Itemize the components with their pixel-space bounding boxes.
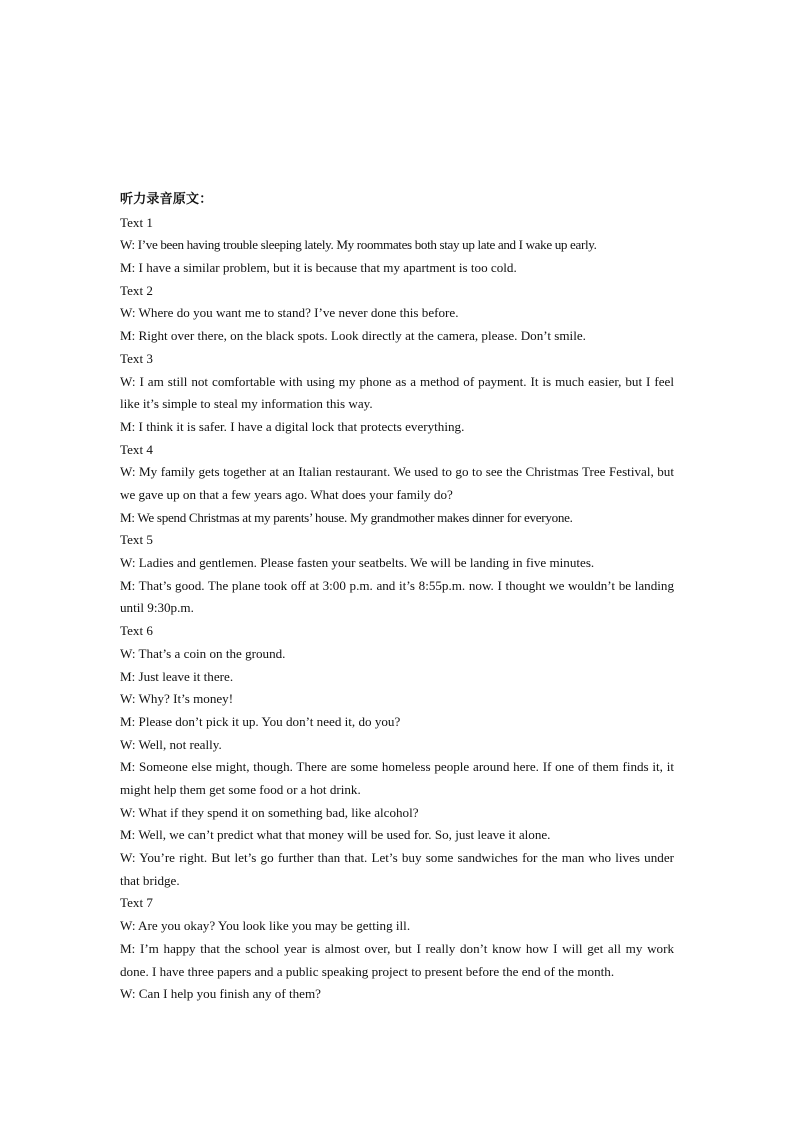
text-1-label: Text 1 <box>120 214 153 230</box>
dialogue-paragraph: M: Someone else might, though. There are some homeless people around here. If one of them finds it, it might help them get some food or a hot drink. <box>120 759 674 797</box>
dialogue-paragraph: M: That’s good. The plane took off at 3:00 p.m. and it’s 8:55p.m. now. I thought we wouldn’t be landing until 9:30p.m. <box>120 577 674 616</box>
dialogue-line: M: We spend Christmas at my parents’ house. My grandmother makes dinner for everyone. <box>120 509 573 525</box>
dialogue-paragraph: W: I am still not comfortable with using my phone as a method of payment. It is much easier, but I feel like it’s simple to steal my information this way. <box>120 373 674 412</box>
dialogue-line: M: Well, we can’t predict what that money will be used for. So, just leave it alone. <box>120 827 551 843</box>
dialogue-line: W: That’s a coin on the ground. <box>120 645 286 661</box>
dialogue-line: W: Why? It’s money! <box>120 691 234 707</box>
dialogue-line: M: I think it is safer. I have a digital lock that protects everything. <box>120 418 465 434</box>
dialogue-paragraph: M: I’m happy that the school year is almost over, but I really don’t know how I will get all my work done. I have three papers and a public speaking project to present before the end of the month. <box>120 940 674 979</box>
dialogue-line: W: Well, not really. <box>120 736 222 752</box>
dialogue-paragraph: W: My family gets together at an Italian restaurant. We used to go to see the Christmas Tree Festival, but we gave up on that a few years ago. What does your family do? <box>120 464 674 502</box>
dialogue-line: M: Just leave it there. <box>120 668 234 684</box>
dialogue-line: M: Please don’t pick it up. You don’t need it, do you? <box>120 713 401 729</box>
dialogue-line: W: I’ve been having trouble sleeping lately. My roommates both stay up late and I wake up early. <box>120 237 597 253</box>
transcript-body <box>120 189 674 1006</box>
text-6-label: Text 6 <box>120 623 153 639</box>
dialogue-line: M: I have a similar problem, but it is because that my apartment is too cold. <box>120 260 517 276</box>
text-2-label: Text 2 <box>120 282 153 298</box>
transcript-heading: 听力录音原文： <box>120 192 213 207</box>
text-4-label: Text 4 <box>120 441 153 457</box>
dialogue-line: M: Right over there, on the black spots. Look directly at the camera, please. Don’t smile. <box>120 328 586 344</box>
dialogue-paragraph: W: You’re right. But let’s go further than that. Let’s buy some sandwiches for the man who lives under that bridge. <box>120 850 674 888</box>
dialogue-line: W: Are you okay? You look like you may be getting ill. <box>120 918 411 934</box>
text-3-label: Text 3 <box>120 350 153 366</box>
text-5-label: Text 5 <box>120 532 153 548</box>
dialogue-line: W: Ladies and gentlemen. Please fasten your seatbelts. We will be landing in five minutes. <box>120 555 595 571</box>
dialogue-line: W: Can I help you finish any of them? <box>120 986 321 1002</box>
dialogue-line: W: Where do you want me to stand? I’ve never done this before. <box>120 305 459 321</box>
text-7-label: Text 7 <box>120 895 153 911</box>
dialogue-line: W: What if they spend it on something bad, like alcohol? <box>120 804 419 820</box>
